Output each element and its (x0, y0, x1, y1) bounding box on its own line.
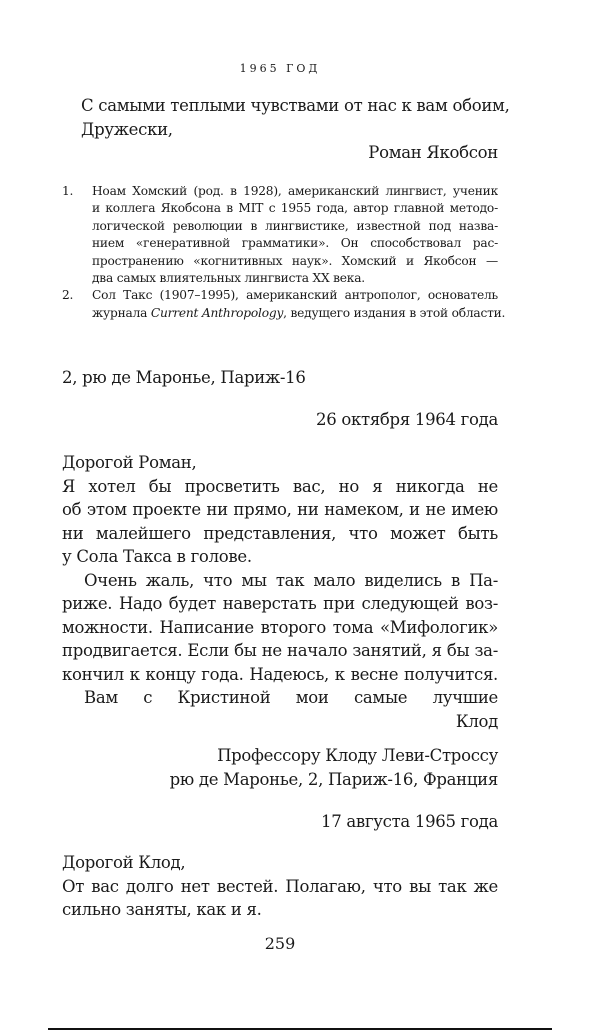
footnote-text: , ведущего издания в этой области. (283, 305, 506, 320)
footnote-text: журнала (92, 305, 151, 320)
recipient-street: рю де Маронье, 2, Париж-16, Франция (169, 769, 498, 789)
footnotes (62, 183, 506, 322)
closing-regards: Дружески, (81, 119, 173, 139)
salutation: Дорогой Роман, (62, 453, 197, 472)
letter-body (62, 451, 498, 733)
letter-date: 26 октября 1964 года (316, 410, 498, 429)
footnote-line: логической революции в лингвистике, известной под назва- (92, 218, 498, 233)
running-head: 1965 ГОД (239, 62, 321, 75)
footnote-2 (62, 287, 506, 322)
body-line: продвигается. Если бы не начало занятий, я бы за- (62, 641, 498, 660)
body-line: Вам с Кристиной мои самые лучшие (84, 688, 498, 707)
signature-jakobson: Роман Якобсон (368, 143, 498, 162)
body-line: у Сола Такса в голове. (62, 547, 252, 566)
book-page (62, 0, 510, 1033)
footnote-line (92, 305, 506, 322)
bottom-rule (48, 1028, 552, 1030)
letter-closing (62, 94, 510, 165)
footnote-number: 1. (62, 184, 74, 198)
body-line: ни малейшего представления, что может быть (62, 523, 498, 543)
footnote-line: нием «генеративной грамматики». Он способствовал рас- (92, 236, 498, 251)
closing-line: С самыми теплыми чувствами от нас к вам обоим, (81, 96, 510, 115)
footnote-line: Сол Такс (1907–1995), американский антрополог, основатель (92, 288, 498, 303)
recipient-address (62, 744, 498, 791)
footnote-line: два самых влиятельных лингвиста XX века. (92, 270, 365, 285)
footnote-1 (62, 183, 498, 287)
body-line: можности. Написание второго тома «Мифологик» (62, 617, 498, 637)
letter-body (62, 851, 498, 922)
body-line: Я хотел бы просветить вас, но я никогда не (62, 476, 498, 496)
salutation: Дорогой Клод, (62, 853, 186, 872)
letter-address: 2, рю де Маронье, Париж-16 (62, 368, 306, 387)
footnote-line: пространению «когнитивных наук». Хомский и Якобсон — (92, 253, 498, 268)
body-line: Очень жаль, что мы так мало виделись в Па- (84, 570, 498, 590)
recipient-name: Профессору Клоду Леви-Строссу (217, 746, 498, 765)
body-line: сильно заняты, как и я. (62, 900, 262, 919)
signature-claude: Клод (455, 711, 498, 731)
journal-title: Current Anthropology (150, 305, 284, 320)
body-line: риже. Надо будет наверстать при следующей воз- (62, 594, 498, 613)
page-number: 259 (264, 934, 296, 953)
footnote-number: 2. (62, 288, 74, 303)
body-line: об этом проекте ни прямо, ни намеком, и не имею (62, 500, 498, 519)
footnote-line: и коллега Якобсона в MIT с 1955 года, автор главной методо- (92, 201, 498, 216)
footnote-line: Ноам Хомский (род. в 1928), американский лингвист, ученик (92, 184, 498, 198)
body-line: кончил к концу года. Надеюсь, к весне получится. (62, 664, 498, 684)
letter-date: 17 августа 1965 года (321, 812, 498, 831)
body-line: От вас долго нет вестей. Полагаю, что вы так же (62, 876, 498, 896)
